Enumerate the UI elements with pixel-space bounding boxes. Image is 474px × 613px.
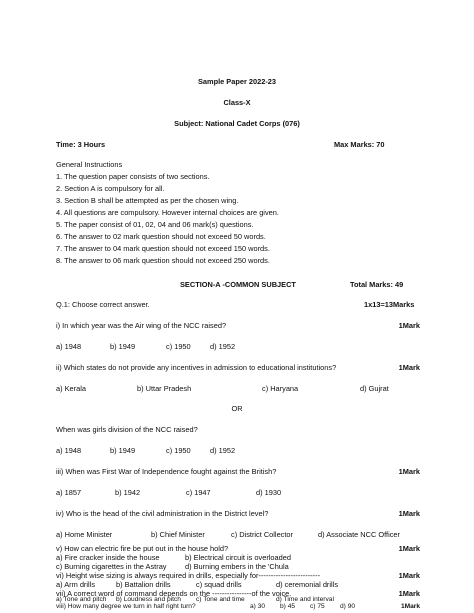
answer-option: d) 90 xyxy=(340,603,356,610)
question-marks: 1Mark xyxy=(398,321,420,330)
instruction-item: 5. The paper consist of 01, 02, 04 and 06 mark(s) questions. xyxy=(56,220,254,229)
answer-option: d) Burning embers in the 'Chula xyxy=(185,562,289,571)
instruction-item: 7. The answer to 04 mark question should not exceed 150 words. xyxy=(56,244,270,253)
instruction-item: 3. Section B shall be attempted as per the chosen wing. xyxy=(56,196,239,205)
question-text: i) In which year was the Air wing of the NCC raised? xyxy=(56,321,227,330)
answer-option: b) 1949 xyxy=(110,446,136,455)
answer-option: c) District Collector xyxy=(231,530,294,539)
section-title: SECTION-A -COMMON SUBJECT xyxy=(180,280,296,289)
question-text: v) How can electric fire be put out in the house hold? xyxy=(56,544,229,553)
answer-option: d) 1952 xyxy=(210,342,236,351)
answer-option: d) ceremonial drills xyxy=(276,580,339,589)
question-1-marks: 1x13=13Marks xyxy=(364,300,415,309)
time-label: Time: 3 Hours xyxy=(56,140,106,149)
answer-option: b) Loudness and pitch xyxy=(116,596,181,603)
answer-option: a) Kerala xyxy=(56,384,86,393)
question-text: iv) Who is the head of the civil administration in the District level? xyxy=(56,509,269,518)
answer-option: b) 1942 xyxy=(115,488,141,497)
paper-title: Sample Paper 2022-23 xyxy=(197,77,277,86)
answer-option: c) 1950 xyxy=(166,342,191,351)
answer-option: a) 1948 xyxy=(56,446,82,455)
answer-option: a) 30 xyxy=(250,603,266,610)
answer-option: a) Arm drills xyxy=(56,580,96,589)
answer-option: c) 75 xyxy=(310,603,325,610)
question-text: vi) Height wise sizing is always required in drills, especially for------------------------- xyxy=(56,571,321,580)
answer-option: a) Tone and pitch xyxy=(56,596,107,603)
question-marks: 1Mark xyxy=(398,571,420,580)
answer-option: a) Fire cracker inside the house xyxy=(56,553,160,562)
answer-option: a) 1857 xyxy=(56,488,82,497)
class-label: Class-X xyxy=(223,98,251,107)
answer-option: b) 1949 xyxy=(110,342,136,351)
answer-option: d) 1952 xyxy=(210,446,236,455)
answer-option: c) Haryana xyxy=(262,384,299,393)
question-marks: 1Mark xyxy=(398,363,420,372)
question-text: iii) When was First War of Independence fought against the British? xyxy=(56,467,277,476)
answer-option: a) 1948 xyxy=(56,342,82,351)
or-separator: OR xyxy=(231,404,243,413)
answer-option: b) Electrical circuit is overloaded xyxy=(185,553,291,562)
instruction-item: 8. The answer to 06 mark question should not exceed 250 words. xyxy=(56,256,270,265)
instruction-item: 2. Section A is compulsory for all. xyxy=(56,184,165,193)
section-total-marks: Total Marks: 49 xyxy=(350,280,404,289)
question-marks: 1Mark xyxy=(398,509,420,518)
instruction-item: 1. The question paper consists of two sections. xyxy=(56,172,210,181)
answer-option: d) Time and interval xyxy=(276,596,334,603)
answer-option: b) 45 xyxy=(280,603,296,610)
question-text: ii) Which states do not provide any incentives in admission to educational institutions? xyxy=(56,363,337,372)
question-marks: 1Mark xyxy=(398,589,420,598)
answer-option: c) 1947 xyxy=(186,488,211,497)
answer-option: a) Home Minister xyxy=(56,530,113,539)
answer-option: d) 1930 xyxy=(256,488,282,497)
answer-option: b) Uttar Pradesh xyxy=(137,384,192,393)
question-marks: 1Mark xyxy=(398,467,420,476)
max-marks-label: Max Marks: 70 xyxy=(334,140,385,149)
instruction-item: 4. All questions are compulsory. However internal choices are given. xyxy=(56,208,279,217)
answer-option: c) Tone and time xyxy=(196,596,245,603)
instruction-item: 6. The answer to 02 mark question should not exceed 50 words. xyxy=(56,232,266,241)
question-text: vii) A correct word of command depends on the ----------------of the voice. xyxy=(56,589,292,598)
question-1-heading: Q.1: Choose correct answer. xyxy=(56,300,150,309)
subject-label: Subject: National Cadet Corps (076) xyxy=(174,119,300,128)
instructions-heading: General Instructions xyxy=(56,160,123,169)
answer-option: b) Chief Minister xyxy=(151,530,205,539)
answer-option: c) squad drills xyxy=(196,580,242,589)
answer-option: d) Gujrat xyxy=(360,384,389,393)
question-text: When was girls division of the NCC raised? xyxy=(56,425,198,434)
answer-option: c) 1950 xyxy=(166,446,191,455)
question-text: viii) How many degree we turn in half right turn? xyxy=(56,603,196,610)
question-marks: 1Mark xyxy=(398,544,420,553)
answer-option: b) Battalion drills xyxy=(116,580,171,589)
answer-option: c) Burning cigarettes in the Astray xyxy=(56,562,167,571)
answer-option: d) Associate NCC Officer xyxy=(318,530,401,539)
question-marks: 1Mark xyxy=(400,603,420,610)
